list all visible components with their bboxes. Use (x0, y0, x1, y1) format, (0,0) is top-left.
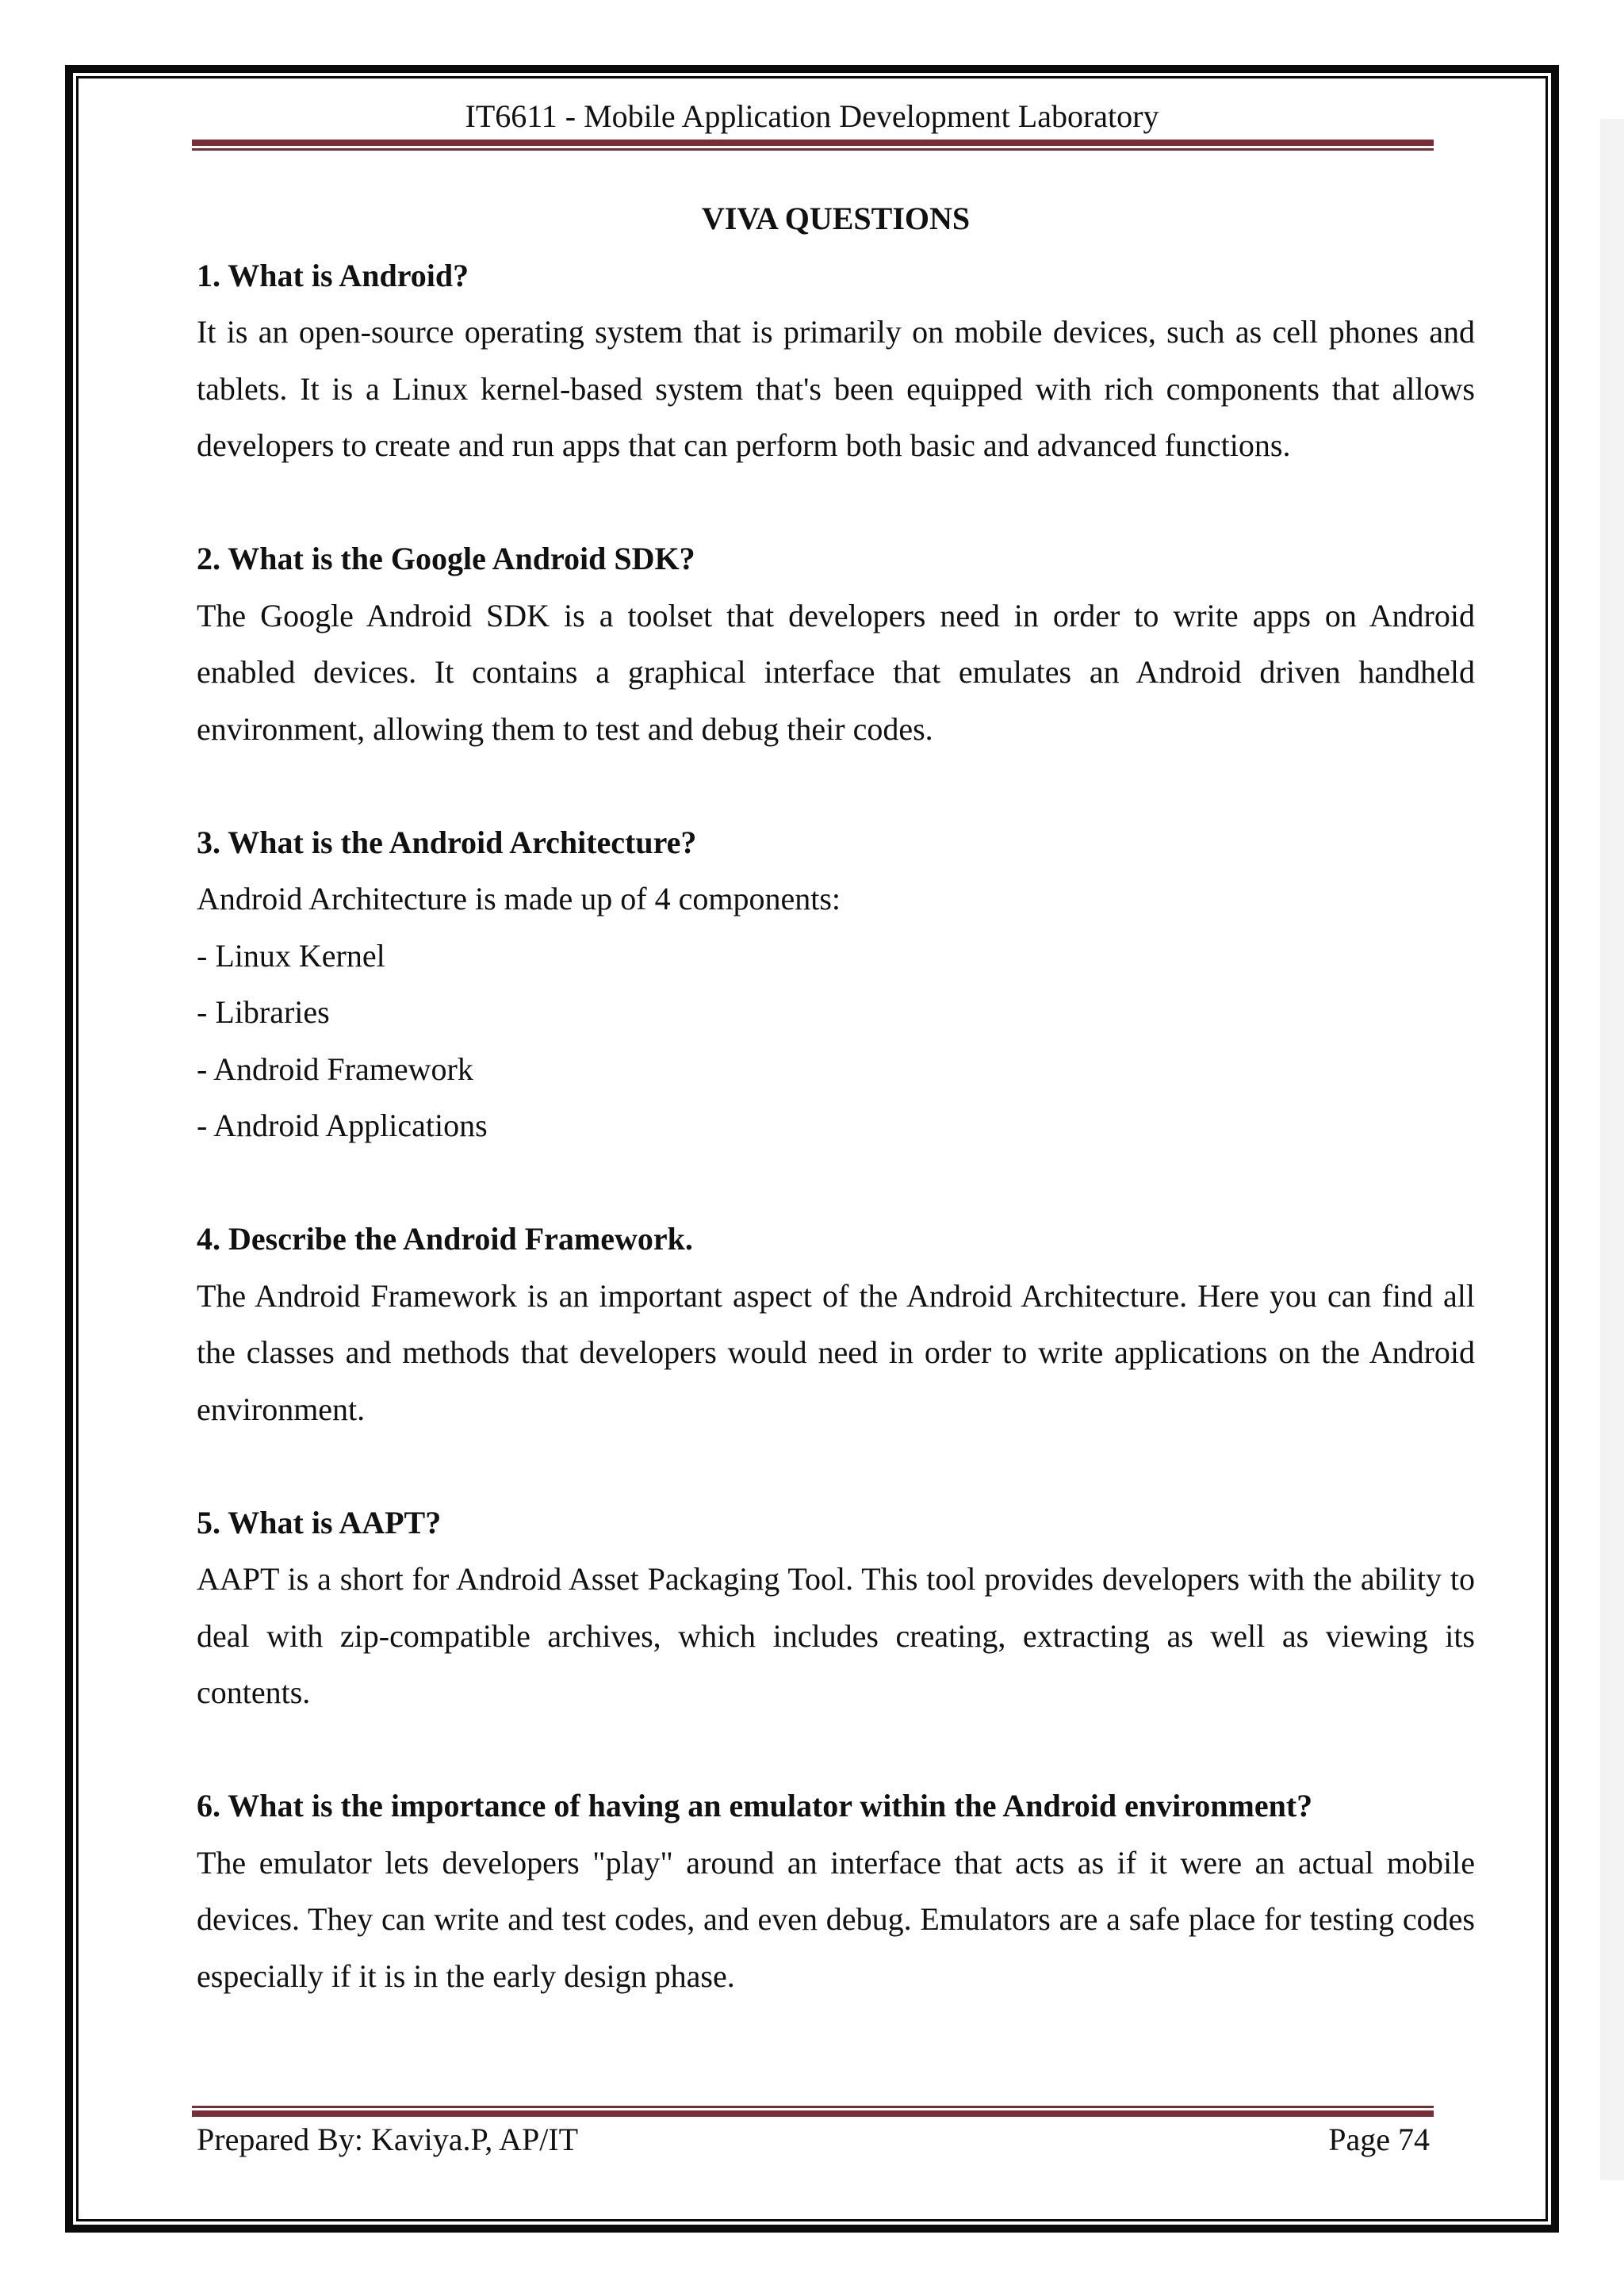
section-heading: VIVA QUESTIONS (701, 201, 971, 236)
list-item: - Android Applications (197, 1108, 488, 1143)
header-rule (192, 140, 1434, 151)
question-heading: 1. What is Android? (197, 257, 469, 293)
question-heading: 6. What is the importance of having an emulator within the Android environment? (197, 1788, 1313, 1823)
list-item: - Libraries (197, 994, 330, 1030)
question-heading: 2. What is the Google Android SDK? (197, 541, 695, 576)
answer-text: AAPT is a short for Android Asset Packaging Tool. This tool provides developers with the ability to deal with zip-compatible archives, which includes creating, extracting as well as viewing its contents. (197, 1561, 1475, 1710)
question-heading: 3. What is the Android Architecture? (197, 824, 697, 860)
question-block-3 (197, 814, 1475, 1154)
question-heading: 4. Describe the Android Framework. (197, 1221, 693, 1257)
footer-prepared-by: Prepared By: Kaviya.P, AP/IT (197, 2122, 579, 2157)
answer-text: It is an open-source operating system that is primarily on mobile devices, such as cell phones and tablets. It is a Linux kernel-based system that's been equipped with rich components that allows developers to create and run apps that can perform both basic and advanced functions. (197, 314, 1475, 463)
footer-page-number: Page 74 (1328, 2122, 1430, 2157)
answer-text: The emulator lets developers "play" around an interface that acts as if it were an actual mobile devices. They can write and test codes, and even debug. Emulators are a safe place for testing codes especially if it is in the early design phase. (197, 1844, 1475, 1994)
question-block-4 (197, 1211, 1475, 1437)
header-title: IT6611 - Mobile Application Development Laboratory (465, 98, 1159, 134)
answer-text: The Google Android SDK is a toolset that developers need in order to write apps on Android enabled devices. It contains a graphical interface that emulates an Android driven handheld environment, allowing them to test and debug their codes. (197, 597, 1475, 747)
page-footer (197, 2117, 1430, 2163)
answer-text: Android Architecture is made up of 4 components: (197, 881, 841, 916)
question-block-5 (197, 1494, 1475, 1721)
footer-rule (192, 2106, 1434, 2117)
question-block-2 (197, 530, 1475, 757)
question-heading: 5. What is AAPT? (197, 1504, 442, 1540)
question-block-6 (197, 1777, 1475, 2004)
question-block-1 (197, 247, 1475, 474)
answer-text: The Android Framework is an important aspect of the Android Architecture. Here you can find all the classes and methods that developers would need in order to write applications on the Android environment. (197, 1277, 1475, 1427)
page-edge-shadow (1600, 119, 1624, 2180)
list-item: - Linux Kernel (197, 937, 385, 974)
document-body (197, 190, 1475, 2004)
list-item: - Android Framework (197, 1050, 473, 1087)
